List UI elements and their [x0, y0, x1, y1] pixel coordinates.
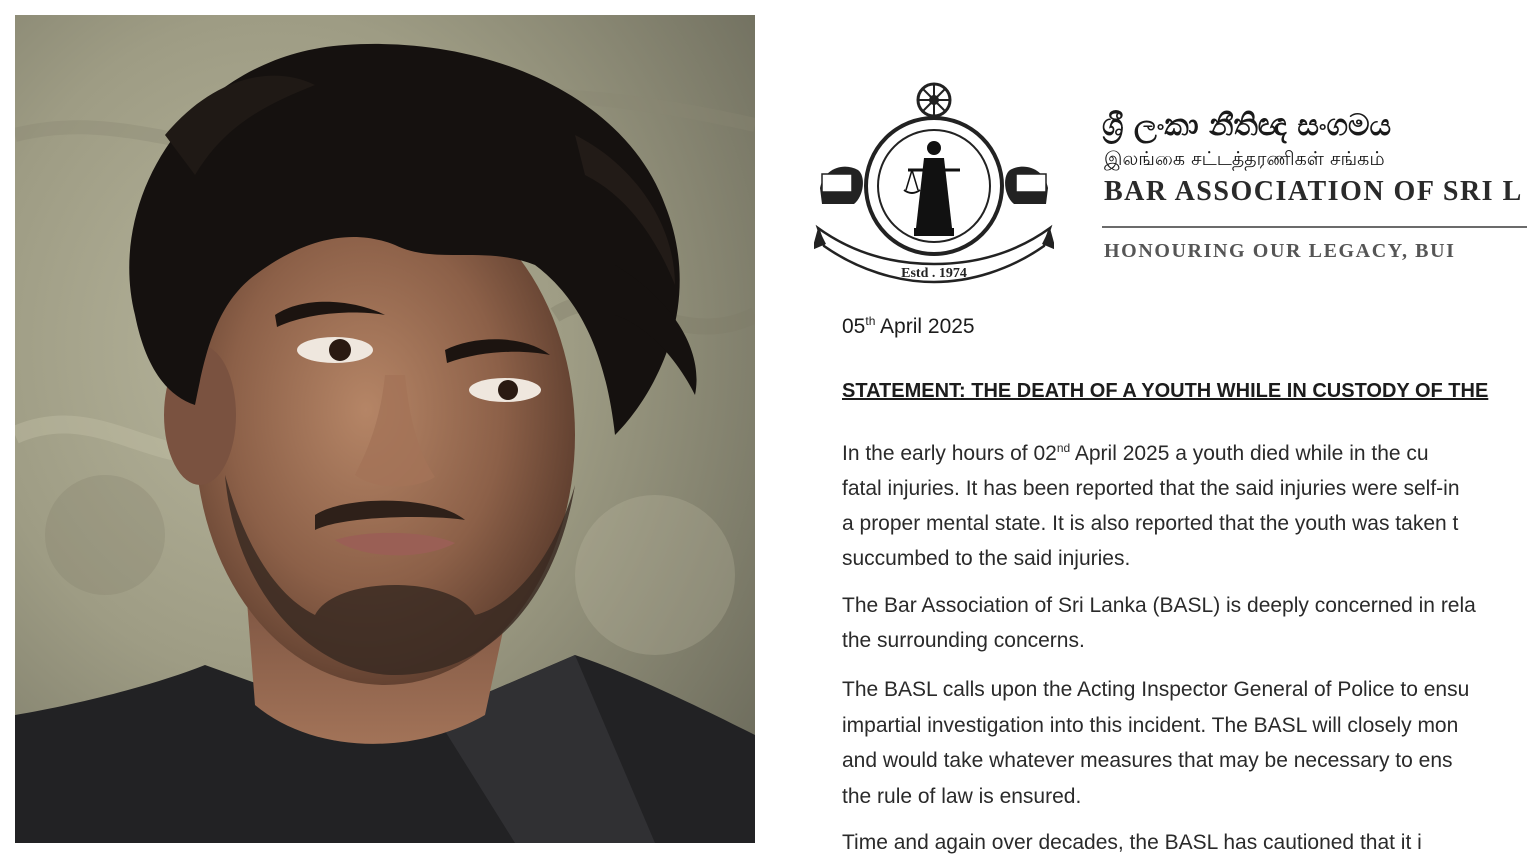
- paragraph-3-line-4: the rule of law is ensured.: [842, 785, 1082, 808]
- paragraph-2-line-1: The Bar Association of Sri Lanka (BASL) is deeply concerned in rela: [842, 594, 1476, 617]
- portrait-photo: [15, 15, 755, 843]
- paragraph-3-line-3: and would take whatever measures that may be necessary to ens: [842, 749, 1453, 772]
- statement-date: 05th April 2025: [842, 314, 975, 338]
- paragraph-1-line-3: a proper mental state. It is also reported that the youth was taken t: [842, 512, 1459, 535]
- paragraph-1-line-4: succumbed to the said injuries.: [842, 547, 1131, 570]
- paragraph-2-line-2: the surrounding concerns.: [842, 629, 1085, 652]
- statement-document: [790, 0, 1527, 858]
- org-name-english: BAR ASSOCIATION OF SRI L: [1104, 176, 1523, 207]
- letterhead-divider: [1102, 226, 1527, 228]
- org-name-tamil: இலங்கை சட்டத்தரணிகள் சங்கம்: [1104, 148, 1385, 170]
- paragraph-1-line-1: In the early hours of 02nd April 2025 a youth died while in the cu: [842, 441, 1429, 465]
- paragraph-4-line-1: Time and again over decades, the BASL has cautioned that it i: [842, 831, 1422, 854]
- paragraph-1-line-2: fatal injuries. It has been reported that the said injuries were self-in: [842, 477, 1460, 500]
- paragraph-3-line-2: impartial investigation into this incident. The BASL will closely mon: [842, 714, 1459, 737]
- paragraph-3-line-1: The BASL calls upon the Acting Inspector General of Police to ensu: [842, 678, 1470, 701]
- bar-association-crest-icon: [814, 78, 1054, 288]
- org-motto: HONOURING OUR LEGACY, BUI: [1104, 240, 1456, 262]
- org-name-sinhala: ශ්‍රී ලංකා නීතිඥ සංගමය: [1102, 108, 1392, 143]
- crest-estd-label: Estd . 1974: [901, 266, 967, 281]
- statement-title: STATEMENT: THE DEATH OF A YOUTH WHILE IN CUSTODY OF THE: [842, 380, 1489, 402]
